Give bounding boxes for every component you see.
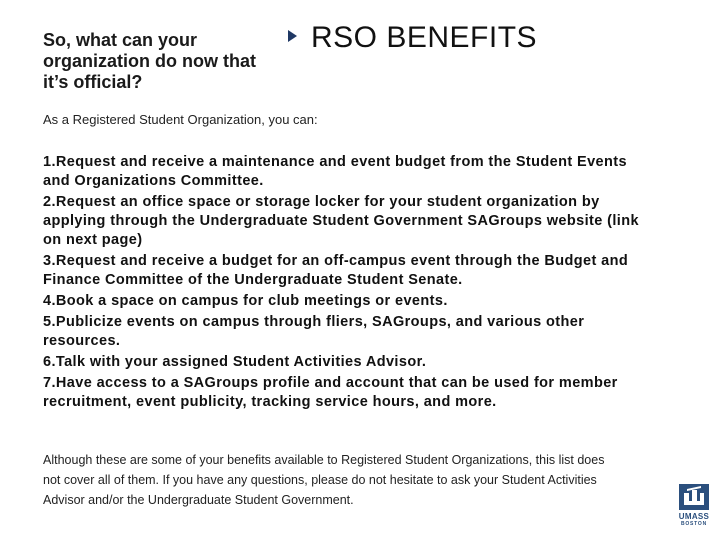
side-heading: So, what can your organization do now that it’s official? <box>43 30 256 92</box>
benefit-item: 3.Request and receive a budget for an off-campus event through the Budget and Finance Committee of the Undergraduate Student Senate. <box>43 253 629 288</box>
title-text: RSO BENEFITS <box>311 21 538 54</box>
benefit-item: 4.Book a space on campus for club meetings or events. <box>43 293 448 309</box>
benefit-item: 1.Request and receive a maintenance and event budget from the Student Events and Organizations Committee. <box>43 154 627 189</box>
benefit-item: 6.Talk with your assigned Student Activities Advisor. <box>43 354 427 370</box>
benefit-item: 7.Have access to a SAGroups profile and account that can be used for member recruitment, event publicity, tracking service hours, and more. <box>43 375 618 410</box>
intro-text: As a Registered Student Organization, you can: <box>43 112 318 127</box>
benefit-item: 5.Publicize events on campus through fliers, SAGroups, and various other resources. <box>43 314 585 349</box>
benefit-item: 2.Request an office space or storage locker for your student organization by applying through the Undergraduate Student Government SAGroups website (link on next page) <box>43 194 639 248</box>
bullet-arrow-icon <box>288 30 297 42</box>
logo-text-umass: UMASS <box>678 512 710 521</box>
umass-boston-logo <box>676 484 712 532</box>
logo-text-boston: BOSTON <box>680 521 708 527</box>
footer-note: Although these are some of your benefits available to Registered Student Organizations, this list does not cover all of them. If you have any questions, please do not hesitate to ask your Student Activities Advisor and/or the Undergraduate Student Government. <box>43 453 605 507</box>
slide-title <box>288 20 537 56</box>
umass-logo-mark-icon <box>679 484 709 510</box>
benefits-list <box>43 153 643 414</box>
